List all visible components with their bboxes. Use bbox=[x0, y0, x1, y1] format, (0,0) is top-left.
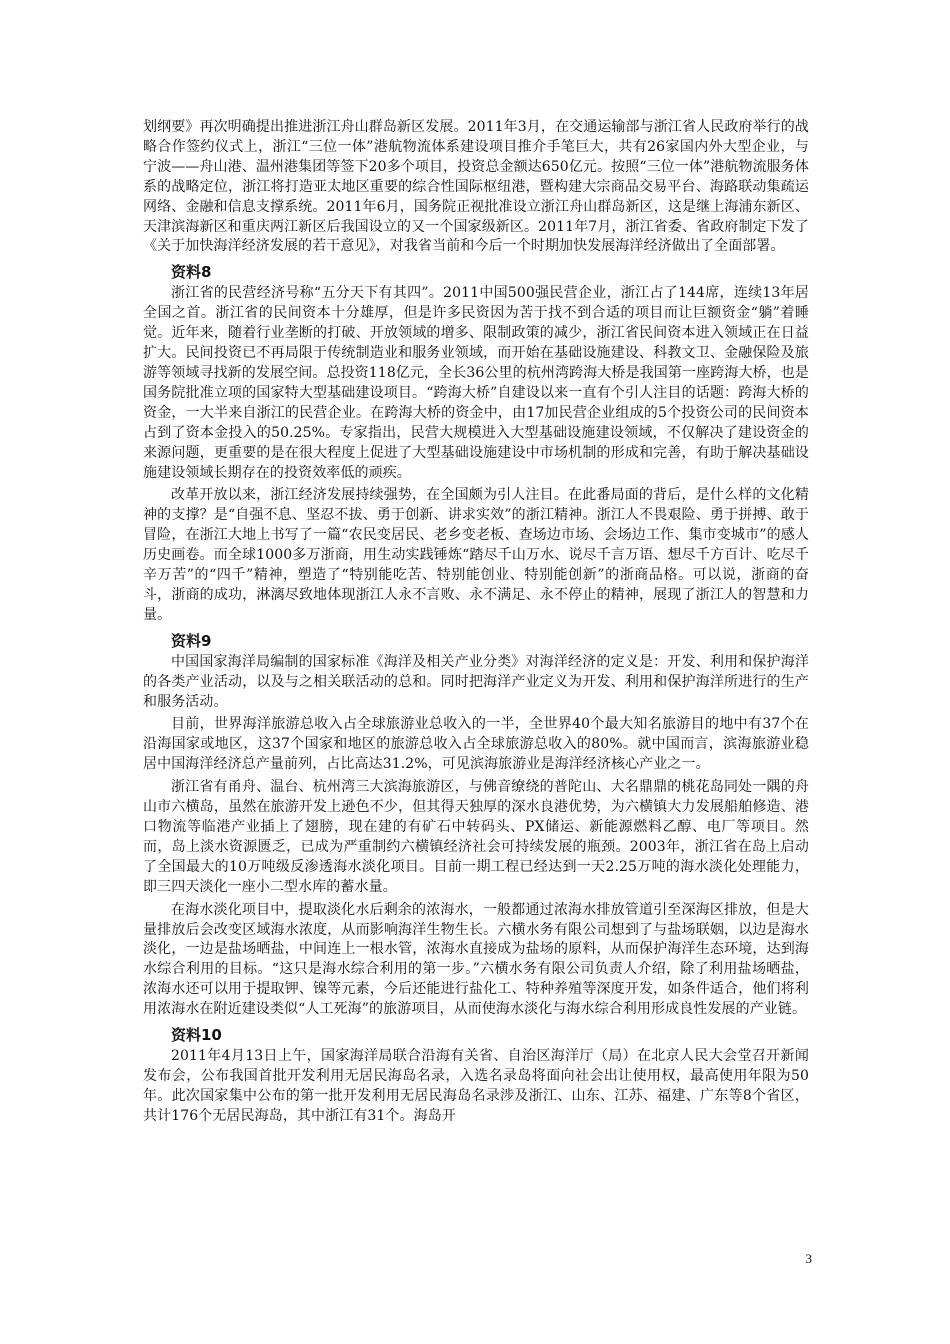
section-heading-material-10: 资料10 bbox=[171, 1026, 222, 1045]
paragraph: 浙江省有甬舟、温台、杭州湾三大滨海旅游区，与佛音缭绕的普陀山、大名鼎鼎的桃花岛同处一隅的舟山市六横岛，虽然在旅游开发上逊色不少，但其得天独厚的深水良港优势，为六横镇大力发展船舶修造、港口物流等临港产业插上了翅膀，现在建的有矿石中转码头、PX储运、新能源燃料乙醇、电厂等项目。然而，岛上淡水资源匮乏，已成为严重制约六横镇经济社会可持续发展的瓶颈。2003年，浙江省在岛上启动了全国最大的10万吨级反渗透海水淡化项目。目前一期工程已经达到一天2.25万吨的海水淡化处理能力，即三四天淡化一座小二型水库的蓄水量。 bbox=[143, 779, 809, 895]
paragraph: 中国国家海洋局编制的国家标准《海洋及相关产业分类》对海洋经济的定义是：开发、利用和保护海洋的各类产业活动，以及与之相关联活动的总和。同时把海洋产业定义为开发、利用和保护海洋所进行的生产和服务活动。 bbox=[143, 653, 809, 710]
paragraph: 浙江省的民营经济号称“五分天下有其四”。2011中国500强民营企业，浙江占了144席，连续13年居全国之首。浙江省的民间资本十分雄厚，但是许多民资因为苦于找不到合适的项目而让巨额资金“躺”着睡觉。近年来，随着行业垄断的打破、开放领域的增多、限制政策的减少，浙江省民间资本进入领域正在日益扩大。民间投资已不再局限于传统制造业和服务业领域，而开始在基础设施建设、科教文卫、金融保险及旅游等领域寻找新的发展空间。总投资118亿元，全长36公里的杭州湾跨海大桥是我国第一座跨海大桥，也是国务院批准立项的国家特大型基础建设项目。“跨海大桥”自建设以来一直有个引人注目的话题：跨海大桥的资金，一大半来自浙江的民营企业。在跨海大桥的资金中，由17加民营企业组成的5个投资公司的民间资本占到了资本金投入的50.25%。专家指出，民营大规模进入大型基础设施建设领域，不仅解决了建设资金的来源问题，更重要的是在很大程度上促进了大型基础设施建设中市场机制的形成和完善，有助于解决基础设施建设领域长期存在的投资效率低的顽疾。 bbox=[143, 285, 809, 481]
paragraph: 在海水淡化项目中，提取淡化水后剩余的浓海水，一般都通过浓海水排放管道引至深海区排放，但是大量排放后会改变区域海水浓度，从而影响海洋生物生长。六横水务有限公司想到了与盐场联姻，以边是海水淡化，一边是盐场晒盐，中间连上一根水管，浓海水直接成为盐场的原料，从而保护海洋生态环境，达到海水综合利用的目标。“这只是海水综合利用的第一步。”六横水务有限公司负责人介绍，除了利用盐场晒盐，浓海水还可以用于提取钾、镍等元素，今后还能进行盐化工、特种养殖等深度开发，如条件适合，他们将利用浓海水在附近建设类似“人工死海”的旅游项目，从而使海水淡化与海水综合利用形成良性发展的产业链。 bbox=[143, 901, 809, 1018]
section-heading-material-9: 资料9 bbox=[171, 631, 212, 650]
paragraph: 改革开放以来，浙江经济发展持续强势，在全国颇为引人注目。在此番局面的背后，是什么样的文化精神的支撑？是“自强不息、坚忍不拔、勇于创新、讲求实效”的浙江精神。浙江人不畏艰险、勇于拼搏、敢于冒险，在浙江大地上书写了一篇“农民变居民、老乡变老板、查场边市场、会场边工作、集市变城市”的感人历史画卷。而全球1000多万浙商，用生动实践锤炼“踏尽千山万水、说尽千言万语、想尽千方百计、吃尽千辛万苦”的“四千”精神，塑造了“特别能吃苦、特别能创业、特别能创新”的浙商品格。可以说，浙商的奋斗，浙商的成功，淋漓尽致地体现浙江人永不言败、永不满足、永不停止的精神，展现了浙江人的智慧和力量。 bbox=[143, 487, 809, 623]
paragraph: 划纲要》再次明确提出推进浙江舟山群岛新区发展。2011年3月，在交通运输部与浙江省人民政府举行的战略合作签约仪式上，浙江“三位一体”港航物流体系建设项目推介手笔巨大，共有26家国内外大型企业，与宁波——舟山港、温州港集团等签下20多个项目，投资总金额达650亿元。按照“三位一体”港航物流服务体系的战略定位，浙江将打造亚太地区重要的综合性国际枢纽港，暨构建大宗商品交易平台、海路联动集疏运网络、金融和信息支撑系统。2011年6月，国务院正视批准设立浙江舟山群岛新区，这是继上海浦东新区、天津滨海新区和重庆两江新区后我国设立的又一个国家级新区。2011年7月，浙江省委、省政府制定下发了《关于加快海洋经济发展的若干意见》，对我省当前和今后一个时期加快发展海洋经济做出了全面部署。 bbox=[143, 119, 809, 255]
paragraph: 2011年4月13日上午，国家海洋局联合沿海有关省、自治区海洋厅（局）在北京人民大会堂召开新闻发布会，公布我国首批开发利用无居民海岛名录，入选名录岛将面向社会出让使用权，最高使用年限为50年。此次国家集中公布的第一批开发利用无居民海岛名录涉及浙江、山东、江苏、福建、广东等8个省区，共计176个无居民海岛，其中浙江有31个。海岛开 bbox=[143, 1048, 809, 1124]
paragraph: 目前，世界海洋旅游总收入占全球旅游业总收入的一半，全世界40个最大知名旅游目的地中有37个在沿海国家或地区，这37个国家和地区的旅游总收入占全球旅游总收入的80%。就中国而言，滨海旅游业稳居中国海洋经济总产量前列，占比高达31.2%，可见滨海旅游业是海洋经济核心产业之一。 bbox=[143, 716, 809, 773]
document-body bbox=[143, 118, 809, 1127]
section-heading-material-8: 资料8 bbox=[171, 263, 212, 282]
page-number: 3 bbox=[805, 1251, 812, 1266]
